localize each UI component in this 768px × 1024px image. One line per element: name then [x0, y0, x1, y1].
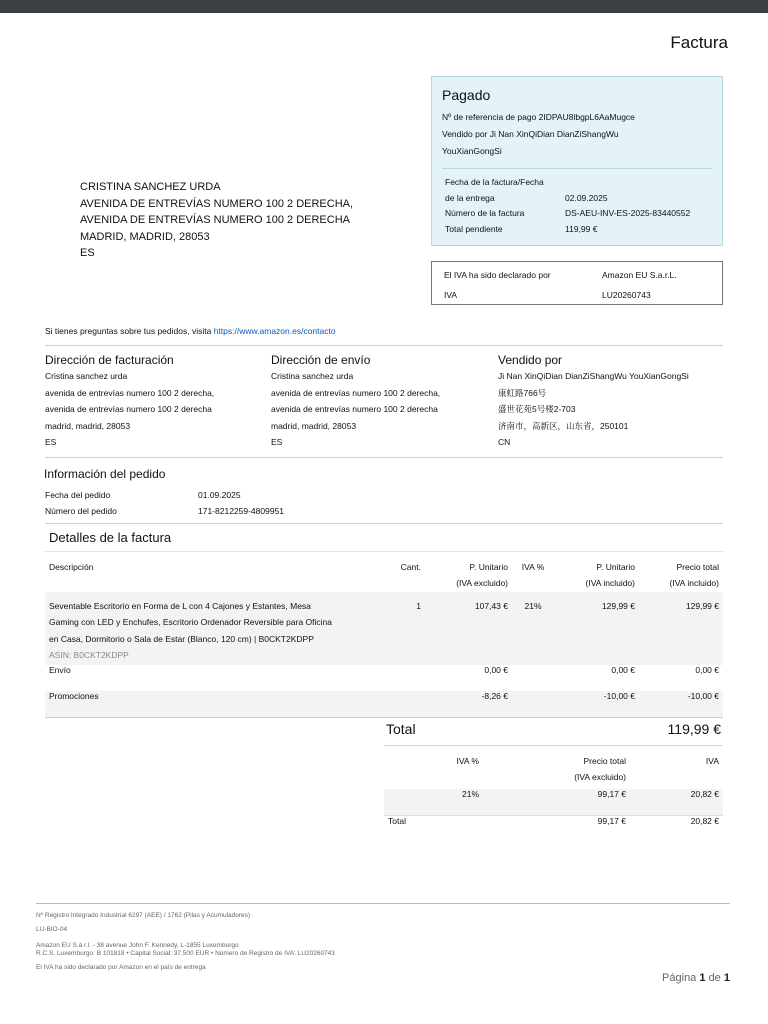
- tax-col-vat: IVA %: [456, 756, 479, 766]
- seller-line: 济南市，高新区，山东省，250101: [498, 420, 629, 431]
- promo-unit-ex: -8,26 €: [421, 691, 508, 717]
- shipping-line: avenida de entrevías numero 100 2 derecha,: [271, 387, 441, 398]
- promo-unit-in: -10,00 €: [558, 691, 635, 717]
- billing-address: [45, 352, 271, 457]
- tax-row-vat: 21%: [444, 789, 479, 815]
- pending-row: [442, 222, 712, 238]
- seller-line-2: YouXianGongSi: [442, 146, 502, 156]
- billing-heading: Dirección de facturación: [45, 353, 174, 367]
- tax-total-price: 99,17 €: [479, 815, 626, 841]
- seller-line: 康虹路766号: [498, 387, 547, 398]
- seller-line: CN: [498, 437, 511, 447]
- items-table: [45, 551, 723, 717]
- top-bar: [0, 0, 768, 13]
- payment-reference: Nº de referencia de pago 2IDPAU8lbgpL6AaMugce: [442, 112, 635, 122]
- payment-status-box: [431, 76, 723, 246]
- shipping-heading: Dirección de envío: [271, 353, 371, 367]
- vat-declared-label: El IVA ha sido declarado por: [444, 270, 551, 280]
- col-total-2: (IVA incluido): [669, 578, 719, 588]
- contact-link[interactable]: https://www.amazon.es/contacto: [213, 326, 336, 336]
- shipping-total: 0,00 €: [695, 664, 719, 675]
- invoice-number-row: [442, 206, 712, 222]
- billing-line: madrid, madrid, 28053: [45, 420, 131, 431]
- vat-number-label: IVA: [444, 290, 458, 300]
- item-desc-line: en Casa, Dormitorio o Sala de Estar (Blanco, 120 cm) | B0CKT2KDPP: [49, 633, 314, 644]
- footer-line: R.C.S. Luxemburgo: B 101818 • Capital Social: 37.500 EUR • Número de Registro de IVA: LU20260743: [36, 950, 335, 957]
- tax-table: [384, 746, 723, 841]
- vat-number-row: [444, 285, 710, 305]
- vat-declared-row: [444, 265, 710, 285]
- page-number: [662, 972, 730, 984]
- tax-header: [384, 746, 723, 789]
- table-header: [45, 552, 723, 592]
- footer-line: El IVA ha sido declarado por Amazon en el país de entrega: [36, 964, 206, 971]
- grand-total-label: Total: [386, 721, 416, 737]
- order-number-label: Número del pedido: [45, 506, 117, 516]
- order-date-row: [45, 490, 241, 500]
- item-vat: 21%: [508, 592, 558, 665]
- page-current: 1: [699, 972, 706, 984]
- customer-address: [80, 179, 353, 262]
- seller-address: [498, 352, 723, 457]
- shipping-unit-ex: 0,00 €: [484, 664, 508, 675]
- contact-text: Si tienes preguntas sobre tus pedidos, visita: [45, 326, 214, 336]
- col-unit-ex: [421, 552, 508, 592]
- payment-status: Pagado: [442, 87, 491, 103]
- page-title: Factura: [670, 33, 728, 52]
- order-number-row: [45, 506, 284, 516]
- table-row: [45, 691, 723, 717]
- tax-col-price-1: Precio total: [583, 756, 626, 766]
- col-qty: Cant.: [385, 552, 421, 592]
- table-row: [384, 815, 723, 841]
- item-total: 129,99 €: [635, 592, 723, 665]
- vat-declared-value: Amazon EU S.a.r.L.: [602, 270, 677, 280]
- table-row: [45, 592, 723, 665]
- footer-line: Amazon EU S.à r.l. - 38 avenue John F. Kennedy, L-1855 Luxemburgo: [36, 942, 239, 949]
- seller-line: Ji Nan XinQiDian DianZiShangWu YouXianGongSi: [498, 371, 689, 381]
- invoice-number-label: Número de la factura: [445, 208, 525, 218]
- shipping-line: ES: [271, 437, 283, 447]
- col-total: [635, 552, 723, 592]
- col-unit-in-2: (IVA incluido): [585, 578, 635, 588]
- seller-line: 盛世花苑5号楼2-703: [498, 404, 576, 414]
- shipping-line: Cristina sanchez urda: [271, 371, 354, 381]
- item-qty: 1: [385, 592, 421, 665]
- promo-row-label: Promociones: [45, 691, 385, 717]
- invoice-details-heading: Detalles de la factura: [49, 530, 172, 545]
- tax-col-iva: IVA: [705, 756, 719, 766]
- order-date-value: 01.09.2025: [198, 490, 241, 500]
- footer-line: Nº Registro Integrado Industrial 6297 (AEE) / 1762 (Pilas y Acumuladores): [36, 912, 251, 919]
- shipping-line: avenida de entrevías numero 100 2 derecha: [271, 404, 438, 414]
- seller-heading: Vendido por: [498, 353, 563, 367]
- invoice-date-value: 02.09.2025: [565, 192, 608, 203]
- col-unit-in-1: P. Unitario: [596, 562, 635, 572]
- shipping-address: [271, 352, 498, 457]
- item-desc-line: Gaming con LED y Enchufes, Escritorio Ordenador Reversible para Oficina: [49, 617, 332, 627]
- shipping-row-label: Envío: [49, 664, 71, 675]
- shipping-line: madrid, madrid, 28053: [271, 420, 357, 431]
- tax-col-price: [479, 746, 626, 789]
- invoice-date-label: Fecha de la factura/Fecha: [445, 177, 544, 187]
- billing-line: ES: [45, 437, 57, 447]
- vat-declaration-box: [431, 261, 723, 305]
- order-date-label: Fecha del pedido: [45, 490, 111, 500]
- billing-line: avenida de entrevías numero 100 2 derecha,: [45, 387, 215, 398]
- delivery-date-row: [442, 191, 712, 207]
- divider: [442, 168, 712, 169]
- col-total-1: Precio total: [676, 562, 719, 572]
- totals-section: [384, 716, 723, 841]
- item-desc-line: Seventable Escritorio en Forma de L con 4 Cajones y Estantes, Mesa: [49, 600, 311, 611]
- tax-col-price-2: (IVA excluido): [574, 772, 626, 782]
- col-unit-ex-1: P. Unitario: [469, 562, 508, 572]
- item-unit-in: 129,99 €: [558, 592, 635, 665]
- footer: [36, 903, 730, 972]
- grand-total: [384, 716, 723, 746]
- col-description: Descripción: [45, 552, 385, 592]
- billing-line: Cristina sanchez urda: [45, 371, 128, 381]
- address-line: MADRID, MADRID, 28053: [80, 230, 210, 243]
- tax-total-label: Total: [384, 815, 444, 841]
- page-of: de: [708, 972, 721, 984]
- shipping-unit-in: 0,00 €: [611, 664, 635, 675]
- tax-row-price: 99,17 €: [479, 789, 626, 815]
- pending-value: 119,99 €: [565, 223, 598, 234]
- vat-number-value: LU20260743: [602, 290, 651, 300]
- table-row: [384, 789, 723, 815]
- contact-line: [45, 326, 336, 336]
- col-unit-ex-2: (IVA excluido): [456, 578, 508, 588]
- table-row: [45, 665, 723, 691]
- address-line: ES: [80, 247, 95, 259]
- grand-total-value: 119,99 €: [667, 721, 721, 737]
- col-unit-in: [558, 552, 635, 592]
- page-prefix: Página: [662, 972, 697, 984]
- invoice-details: [45, 523, 723, 718]
- tax-row-iva: 20,82 €: [626, 789, 723, 815]
- address-columns: [45, 345, 723, 458]
- order-number-value: 171-8212259-4809951: [198, 506, 285, 516]
- invoice-number-value: DS-AEU-INV-ES-2025-83440552: [565, 208, 691, 218]
- address-line: AVENIDA DE ENTREVÍAS NUMERO 100 2 DERECHA,: [80, 197, 354, 210]
- item-unit-ex: 107,43 €: [421, 592, 508, 665]
- item-description: [45, 592, 385, 665]
- invoice-date-row: [442, 175, 712, 191]
- address-line: AVENIDA DE ENTREVÍAS NUMERO 100 2 DERECHA: [80, 214, 350, 226]
- page-total: 1: [723, 972, 730, 984]
- seller-line-1: Vendido por Ji Nan XinQiDian DianZiShangWu: [442, 129, 619, 139]
- delivery-date-label: de la entrega: [445, 192, 495, 203]
- address-line: CRISTINA SANCHEZ URDA: [80, 181, 221, 193]
- billing-line: avenida de entrevías numero 100 2 derecha: [45, 404, 212, 414]
- promo-total: -10,00 €: [635, 691, 723, 717]
- pending-label: Total pendiente: [445, 223, 503, 234]
- tax-total-iva: 20,82 €: [626, 815, 723, 841]
- order-info-heading: Información del pedido: [44, 467, 166, 481]
- footer-line: LU-BIO-04: [36, 926, 68, 933]
- item-asin: ASIN: B0CKT2KDPP: [49, 650, 129, 660]
- col-vat: IVA %: [508, 552, 558, 592]
